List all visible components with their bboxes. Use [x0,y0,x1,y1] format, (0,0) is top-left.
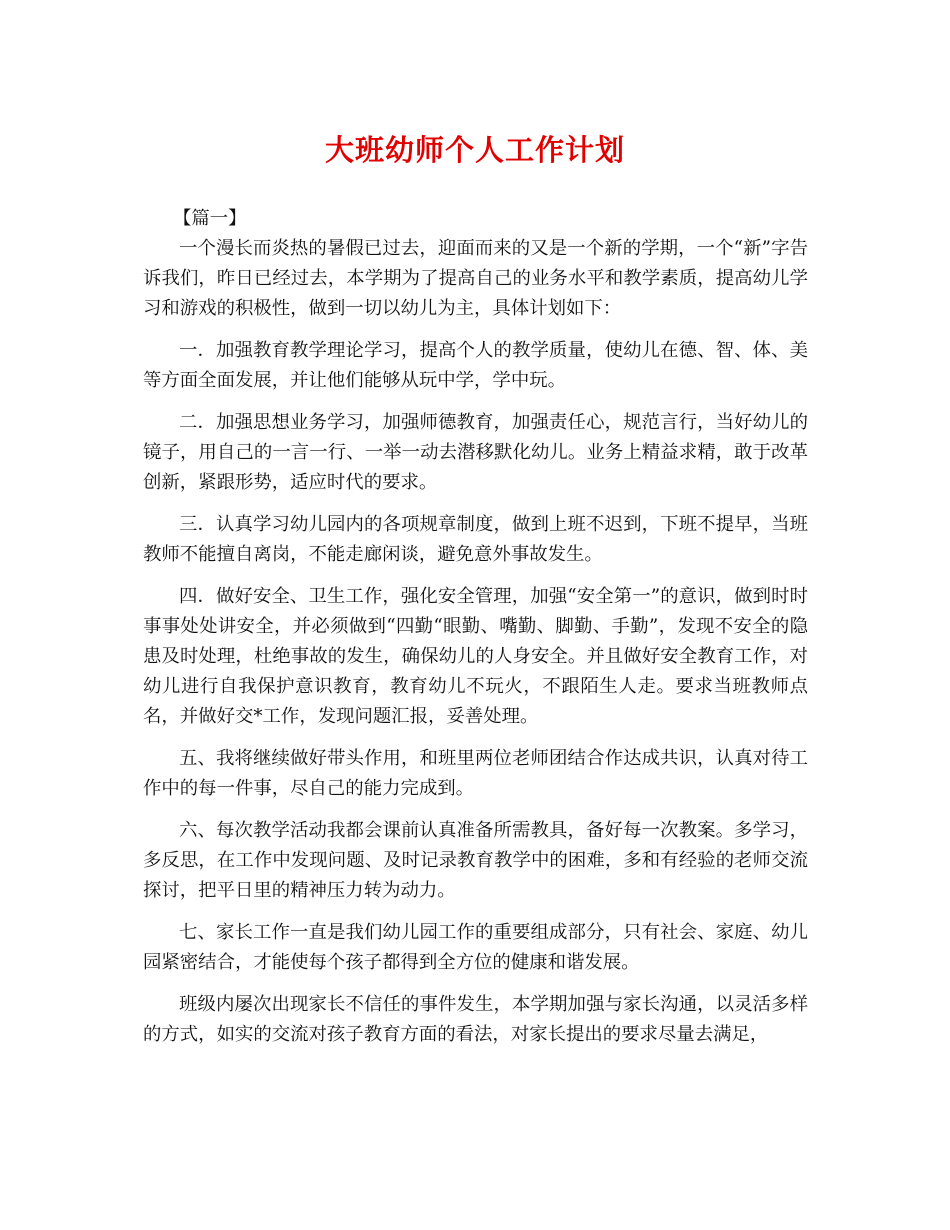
paragraph-parents: 班级内屡次出现家长不信任的事件发生，本学期加强与家长沟通，以灵活多样的方式，如实的交流对孩子教育方面的看法，对家长提出的要求尽量去满足， [143,994,808,1045]
paragraph-intro: 一个漫长而炎热的暑假已过去，迎面而来的又是一个新的学期，一个“新”字告诉我们，昨日已经过去，本学期为了提高自己的业务水平和教学素质，提高幼儿学习和游戏的积极性，做到一切以幼儿为主，具体计划如下： [143,238,808,319]
paragraph-item-1: 一．加强教育教学理论学习，提高个人的教学质量，使幼儿在德、智、体、美等方面全面发展，并让他们能够从玩中学，学中玩。 [143,340,808,391]
paragraph-item-4: 四．做好安全、卫生工作，强化安全管理，加强“安全第一”的意识，做到时时事事处处讲安全，并必须做到“四勤“眼勤、嘴勤、脚勤、手勤”，发现不安全的隐患及时处理，杜绝事故的发生，确保幼儿的人身安全。并且做好安全教育工作，对幼儿进行自我保护意识教育，教育幼儿不玩火，不跟陌生人走。要求当班教师点名，并做好交*工作，发现问题汇报，妥善处理。 [143,586,808,727]
document-title: 大班幼师个人工作计划 [324,133,625,167]
paragraph-item-3: 三．认真学习幼儿园内的各项规章制度，做到上班不迟到，下班不提早，当班教师不能擅自离岗，不能走廊闲谈，避免意外事故发生。 [143,514,808,565]
section-label: 【篇一】 [173,208,247,229]
paragraph-item-5: 五、我将继续做好带头作用，和班里两位老师团结合作达成共识，认真对待工作中的每一件事，尽自己的能力完成到。 [143,748,808,799]
paragraph-item-2: 二．加强思想业务学习，加强师德教育，加强责任心，规范言行，当好幼儿的镜子，用自己的一言一行、一举一动去潜移默化幼儿。业务上精益求精，敢于改革创新，紧跟形势，适应时代的要求。 [143,412,808,493]
paragraph-item-6: 六、每次教学活动我都会课前认真准备所需教具，备好每一次教案。多学习，多反思，在工作中发现问题、及时记录教育教学中的困难，多和有经验的老师交流探讨，把平日里的精神压力转为动力。 [143,820,808,901]
document-body [143,204,808,1062]
paragraph-item-7: 七、家长工作一直是我们幼儿园工作的重要组成部分，只有社会、家庭、幼儿园紧密结合，才能使每个孩子都得到全方位的健康和谐发展。 [143,922,808,973]
